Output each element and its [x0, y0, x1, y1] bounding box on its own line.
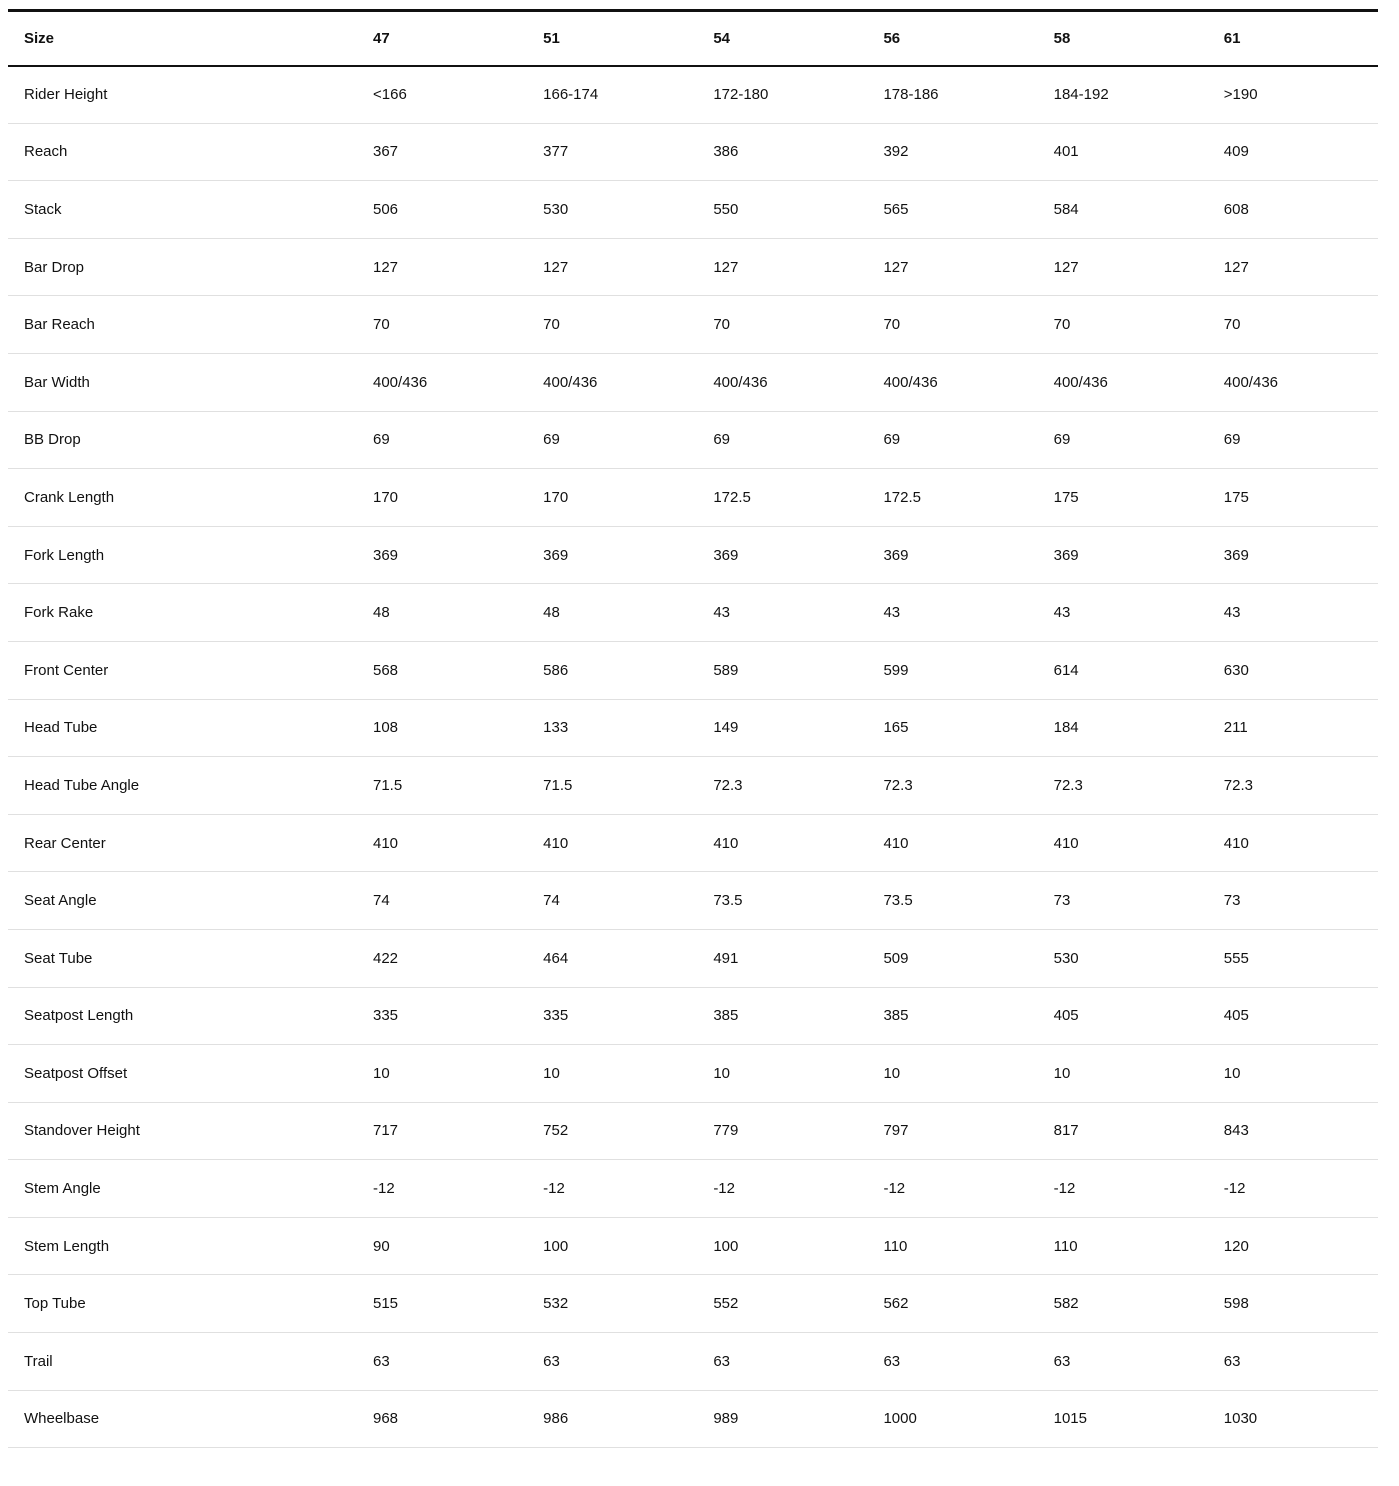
cell: 127	[1038, 238, 1208, 296]
cell: 410	[1208, 814, 1378, 872]
table-row	[8, 584, 1378, 642]
cell: 586	[527, 641, 697, 699]
row-label: Bar Reach	[8, 296, 357, 354]
cell: 968	[357, 1390, 527, 1448]
cell: 555	[1208, 929, 1378, 987]
cell: 369	[527, 526, 697, 584]
cell: 184	[1038, 699, 1208, 757]
cell: 401	[1038, 123, 1208, 181]
column-header-51: 51	[527, 11, 697, 66]
cell: 410	[1038, 814, 1208, 872]
cell: 166-174	[527, 66, 697, 124]
row-label: Bar Drop	[8, 238, 357, 296]
cell: 385	[867, 987, 1037, 1045]
cell: 70	[1208, 296, 1378, 354]
cell: 72.3	[867, 757, 1037, 815]
cell: 1030	[1208, 1390, 1378, 1448]
cell: 335	[357, 987, 527, 1045]
cell: 10	[1038, 1045, 1208, 1103]
cell: 530	[527, 181, 697, 239]
cell: 63	[697, 1333, 867, 1391]
row-label: Stem Length	[8, 1217, 357, 1275]
cell: 989	[697, 1390, 867, 1448]
cell: 532	[527, 1275, 697, 1333]
cell: 175	[1038, 469, 1208, 527]
table-row	[8, 1217, 1378, 1275]
cell: 69	[867, 411, 1037, 469]
table-header	[8, 11, 1378, 66]
cell: 515	[357, 1275, 527, 1333]
cell: >190	[1208, 66, 1378, 124]
cell: 491	[697, 929, 867, 987]
table-row	[8, 987, 1378, 1045]
cell: 43	[697, 584, 867, 642]
cell: -12	[1208, 1160, 1378, 1218]
column-header-size: Size	[8, 11, 357, 66]
cell: 63	[1208, 1333, 1378, 1391]
cell: 110	[867, 1217, 1037, 1275]
row-label: Seat Angle	[8, 872, 357, 930]
cell: 410	[357, 814, 527, 872]
cell: 73	[1208, 872, 1378, 930]
table-row	[8, 814, 1378, 872]
cell: 530	[1038, 929, 1208, 987]
cell: 69	[527, 411, 697, 469]
table-row	[8, 1390, 1378, 1448]
cell: 10	[1208, 1045, 1378, 1103]
table-row	[8, 1333, 1378, 1391]
table-row	[8, 123, 1378, 181]
cell: 582	[1038, 1275, 1208, 1333]
table-row	[8, 296, 1378, 354]
cell: 48	[357, 584, 527, 642]
cell: 70	[867, 296, 1037, 354]
column-header-58: 58	[1038, 11, 1208, 66]
cell: 400/436	[867, 353, 1037, 411]
cell: 73.5	[697, 872, 867, 930]
row-label: Seatpost Length	[8, 987, 357, 1045]
row-label: Rear Center	[8, 814, 357, 872]
cell: 70	[527, 296, 697, 354]
cell: 70	[357, 296, 527, 354]
cell: 63	[867, 1333, 1037, 1391]
row-label: Reach	[8, 123, 357, 181]
cell: 175	[1208, 469, 1378, 527]
cell: 410	[867, 814, 1037, 872]
cell: 369	[867, 526, 1037, 584]
cell: 127	[867, 238, 1037, 296]
cell: 562	[867, 1275, 1037, 1333]
table-row	[8, 1045, 1378, 1103]
row-label: Seat Tube	[8, 929, 357, 987]
cell: 1015	[1038, 1390, 1208, 1448]
cell: 43	[867, 584, 1037, 642]
cell: 422	[357, 929, 527, 987]
cell: 72.3	[1038, 757, 1208, 815]
cell: 369	[697, 526, 867, 584]
cell: 568	[357, 641, 527, 699]
cell: 10	[697, 1045, 867, 1103]
cell: 48	[527, 584, 697, 642]
cell: 73	[1038, 872, 1208, 930]
row-label: Wheelbase	[8, 1390, 357, 1448]
cell: 599	[867, 641, 1037, 699]
row-label: Crank Length	[8, 469, 357, 527]
cell: 72.3	[697, 757, 867, 815]
cell: 367	[357, 123, 527, 181]
cell: 10	[867, 1045, 1037, 1103]
table-row	[8, 641, 1378, 699]
cell: <166	[357, 66, 527, 124]
cell: 10	[357, 1045, 527, 1103]
cell: 589	[697, 641, 867, 699]
row-label: Trail	[8, 1333, 357, 1391]
cell: 986	[527, 1390, 697, 1448]
cell: 90	[357, 1217, 527, 1275]
cell: 509	[867, 929, 1037, 987]
cell: 400/436	[697, 353, 867, 411]
cell: 172.5	[867, 469, 1037, 527]
table-row	[8, 757, 1378, 815]
cell: -12	[867, 1160, 1037, 1218]
row-label: Head Tube Angle	[8, 757, 357, 815]
row-label: Stem Angle	[8, 1160, 357, 1218]
cell: 405	[1208, 987, 1378, 1045]
cell: 369	[1038, 526, 1208, 584]
table-row	[8, 469, 1378, 527]
cell: 127	[1208, 238, 1378, 296]
cell: 400/436	[527, 353, 697, 411]
cell: 133	[527, 699, 697, 757]
row-label: Fork Length	[8, 526, 357, 584]
cell: 369	[357, 526, 527, 584]
row-label: Fork Rake	[8, 584, 357, 642]
cell: 464	[527, 929, 697, 987]
cell: 211	[1208, 699, 1378, 757]
geometry-table	[8, 9, 1378, 1448]
cell: 100	[697, 1217, 867, 1275]
cell: 369	[1208, 526, 1378, 584]
cell: 752	[527, 1102, 697, 1160]
cell: 717	[357, 1102, 527, 1160]
row-label: Stack	[8, 181, 357, 239]
cell: 630	[1208, 641, 1378, 699]
row-label: Bar Width	[8, 353, 357, 411]
cell: 63	[1038, 1333, 1208, 1391]
cell: 172-180	[697, 66, 867, 124]
cell: 170	[357, 469, 527, 527]
cell: 184-192	[1038, 66, 1208, 124]
cell: 127	[357, 238, 527, 296]
cell: 400/436	[357, 353, 527, 411]
cell: 335	[527, 987, 697, 1045]
cell: 74	[357, 872, 527, 930]
cell: 598	[1208, 1275, 1378, 1333]
cell: 409	[1208, 123, 1378, 181]
cell: 400/436	[1208, 353, 1378, 411]
cell: 817	[1038, 1102, 1208, 1160]
cell: 69	[697, 411, 867, 469]
table-header-row	[8, 11, 1378, 66]
cell: 71.5	[357, 757, 527, 815]
table-row	[8, 411, 1378, 469]
cell: 614	[1038, 641, 1208, 699]
row-label: Top Tube	[8, 1275, 357, 1333]
table-row	[8, 929, 1378, 987]
cell: 43	[1208, 584, 1378, 642]
table-row	[8, 238, 1378, 296]
cell: 63	[527, 1333, 697, 1391]
cell: 377	[527, 123, 697, 181]
row-label: Front Center	[8, 641, 357, 699]
row-label: BB Drop	[8, 411, 357, 469]
table-body	[8, 66, 1378, 1448]
cell: 165	[867, 699, 1037, 757]
cell: 410	[697, 814, 867, 872]
cell: 63	[357, 1333, 527, 1391]
cell: 405	[1038, 987, 1208, 1045]
cell: 385	[697, 987, 867, 1045]
cell: 400/436	[1038, 353, 1208, 411]
cell: 69	[357, 411, 527, 469]
cell: 550	[697, 181, 867, 239]
cell: 178-186	[867, 66, 1037, 124]
cell: 110	[1038, 1217, 1208, 1275]
cell: 1000	[867, 1390, 1037, 1448]
cell: 392	[867, 123, 1037, 181]
cell: 69	[1038, 411, 1208, 469]
cell: 10	[527, 1045, 697, 1103]
cell: 70	[1038, 296, 1208, 354]
cell: -12	[527, 1160, 697, 1218]
cell: -12	[1038, 1160, 1208, 1218]
cell: 120	[1208, 1217, 1378, 1275]
cell: 843	[1208, 1102, 1378, 1160]
table-row	[8, 1275, 1378, 1333]
table-row	[8, 526, 1378, 584]
table-row	[8, 353, 1378, 411]
column-header-61: 61	[1208, 11, 1378, 66]
cell: 70	[697, 296, 867, 354]
row-label: Seatpost Offset	[8, 1045, 357, 1103]
table-row	[8, 872, 1378, 930]
cell: 410	[527, 814, 697, 872]
cell: 172.5	[697, 469, 867, 527]
cell: 565	[867, 181, 1037, 239]
cell: 584	[1038, 181, 1208, 239]
table-row	[8, 1102, 1378, 1160]
cell: 386	[697, 123, 867, 181]
cell: 170	[527, 469, 697, 527]
column-header-56: 56	[867, 11, 1037, 66]
cell: -12	[697, 1160, 867, 1218]
cell: 71.5	[527, 757, 697, 815]
cell: 74	[527, 872, 697, 930]
cell: 72.3	[1208, 757, 1378, 815]
cell: 779	[697, 1102, 867, 1160]
cell: 108	[357, 699, 527, 757]
row-label: Head Tube	[8, 699, 357, 757]
cell: 73.5	[867, 872, 1037, 930]
cell: 69	[1208, 411, 1378, 469]
cell: 100	[527, 1217, 697, 1275]
row-label: Standover Height	[8, 1102, 357, 1160]
table-row	[8, 699, 1378, 757]
table-row	[8, 66, 1378, 124]
cell: -12	[357, 1160, 527, 1218]
row-label: Rider Height	[8, 66, 357, 124]
cell: 608	[1208, 181, 1378, 239]
cell: 797	[867, 1102, 1037, 1160]
column-header-47: 47	[357, 11, 527, 66]
cell: 127	[527, 238, 697, 296]
table-row	[8, 181, 1378, 239]
cell: 552	[697, 1275, 867, 1333]
cell: 43	[1038, 584, 1208, 642]
cell: 506	[357, 181, 527, 239]
cell: 149	[697, 699, 867, 757]
cell: 127	[697, 238, 867, 296]
column-header-54: 54	[697, 11, 867, 66]
table-row	[8, 1160, 1378, 1218]
